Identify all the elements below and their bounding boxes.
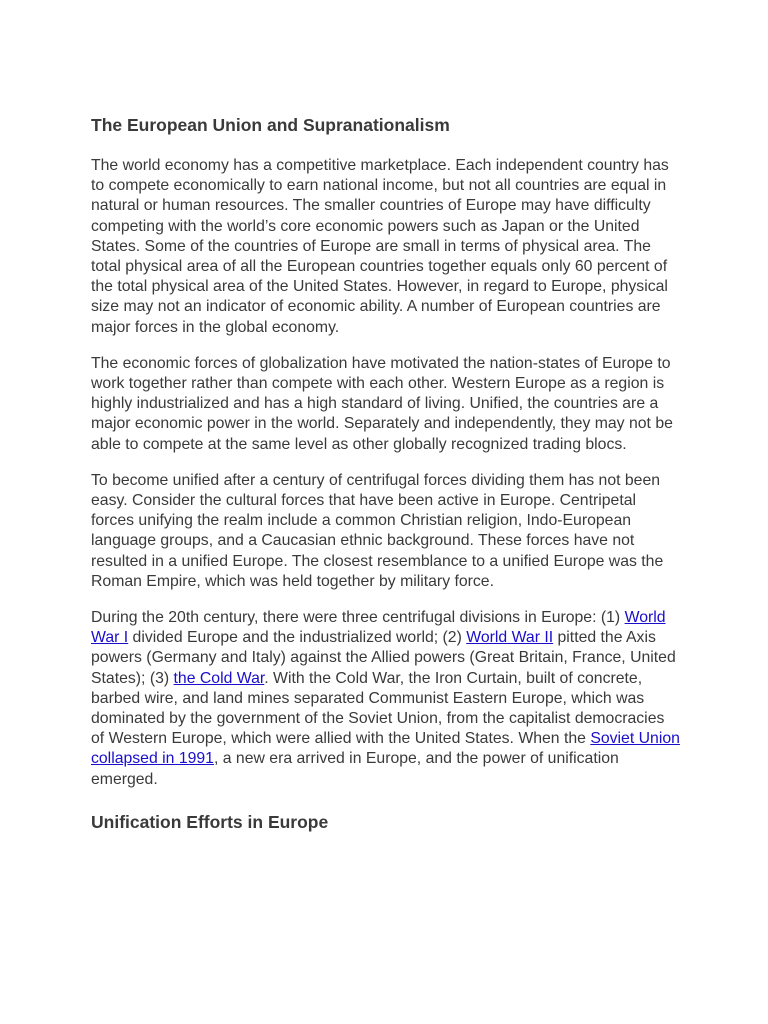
link-world-war-2[interactable]: World War II (466, 629, 554, 647)
link-soviet-union-collapse[interactable]: Soviet Union collapsed in 1991 (91, 730, 680, 768)
link-world-war-1[interactable]: World War I (91, 609, 666, 647)
paragraph-3: To become unified after a century of centrifugal forces dividing them has not been easy. Consider the cultural forces that have been active in Europe. Centripetal forces unifying the realm include a common Christian religion, Indo-European language groups, and a Caucasian ethnic background. These forces have not resulted in a unified Europe. The closest resemblance to a unified Europe was the Roman Empire, which was held together by military force. (91, 471, 664, 590)
document-title: The European Union and Supranationalism (91, 115, 450, 135)
paragraph-1: The world economy has a competitive marketplace. Each independent country has to compete economically to earn national income, but not all countries are equal in natural or human resources. The smaller countries of Europe may have difficulty competing with the world’s core economic powers such as Japan or the United States. Some of the countries of Europe are small in terms of physical area. The total physical area of all the European countries together equals only 60 percent of the total physical area of the United States. However, in regard to Europe, physical size may not an indicator of economic ability. A number of European countries are major forces in the global economy. (91, 157, 669, 336)
paragraph-4-text-5: , a new era arrived in Europe, and the power of unification emerged. (91, 750, 619, 788)
section-heading-unification: Unification Efforts in Europe (91, 811, 329, 832)
paragraph-4-text-3: pitted the Axis powers (Germany and Italy) against the Allied powers (Great Britain, France, United States); (3) (91, 629, 676, 687)
paragraph-4 (91, 608, 681, 790)
link-cold-war[interactable]: the Cold War (173, 669, 265, 687)
paragraph-4-text-2: divided Europe and the industrialized world; (2) (128, 629, 467, 647)
document-page (91, 113, 681, 834)
paragraph-2: The economic forces of globalization have motivated the nation-states of Europe to work together rather than compete with each other. Western Europe as a region is highly industrialized and has a high standard of living. Unified, the countries are a major economic power in the world. Separately and independently, they may not be able to compete at the same level as other globally recognized trading blocs. (91, 354, 673, 453)
paragraph-4-text-1: During the 20th century, there were three centrifugal divisions in Europe: (1) (91, 609, 625, 627)
paragraph-4-text-4: . With the Cold War, the Iron Curtain, built of concrete, barbed wire, and land mines separated Communist Eastern Europe, which was dominated by the government of the Soviet Union, from the capitalist democracies of Western Europe, which were allied with the United States. When the (91, 669, 665, 748)
